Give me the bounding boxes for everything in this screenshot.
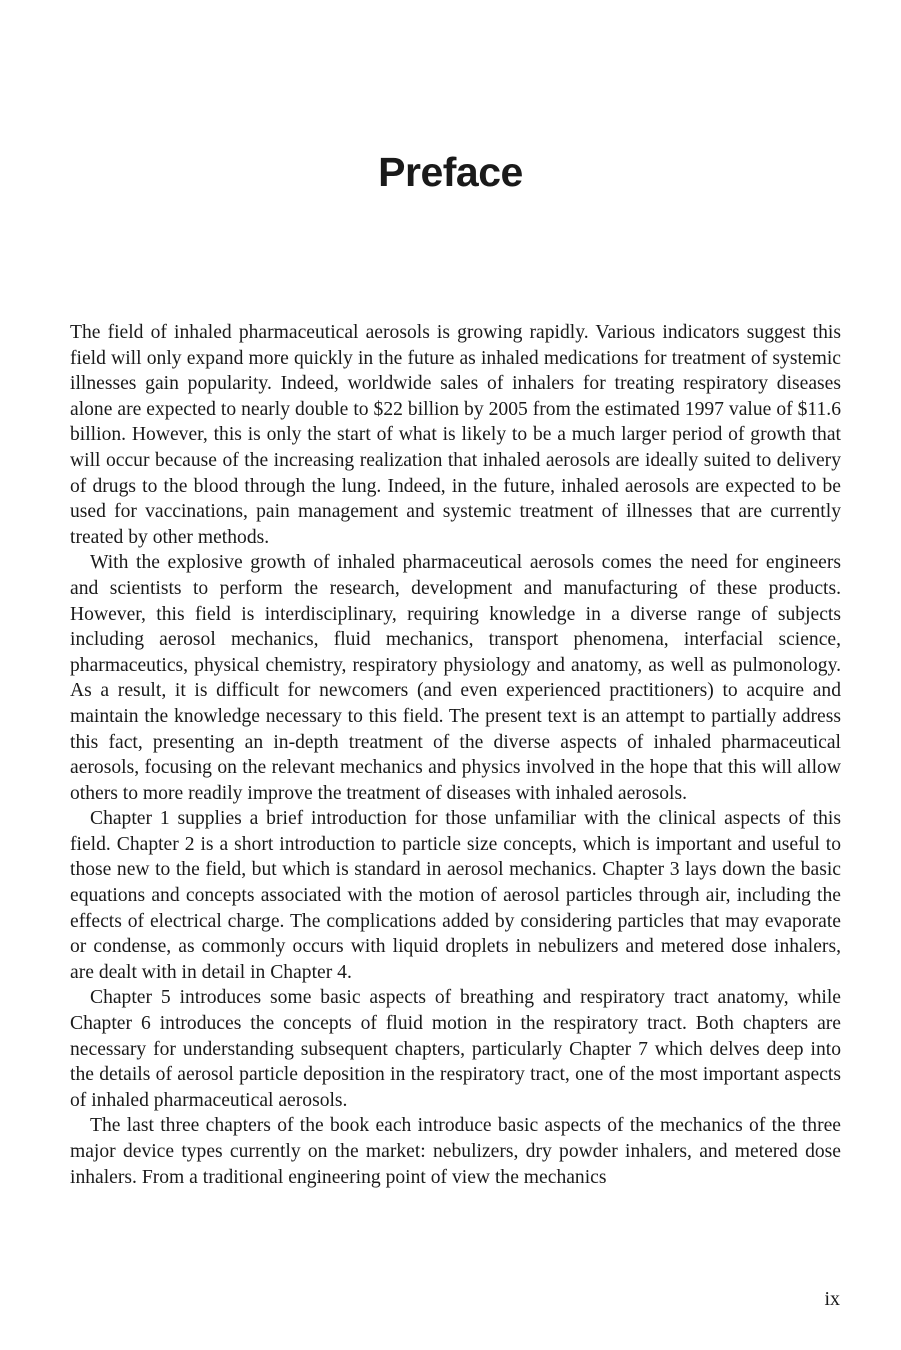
page-number: ix [824,1288,840,1310]
paragraph-intro: The field of inhaled pharmaceutical aerosols is growing rapidly. Various indicators suggest this field will only expand more quickly in the future as inhaled medications for treatment of systemic illnesses gain popularity. Indeed, worldwide sales of inhalers for treating respiratory diseases alone are expected to nearly double to $22 billion by 2005 from the estimated 1997 value of $11.6 billion. However, this is only the start of what is likely to be a much larger period of growth that will occur because of the increasing realization that inhaled aerosols are ideally suited to delivery of drugs to the blood through the lung. Indeed, in the future, inhaled aerosols are expected to be used for vaccinations, pain management and systemic treatment of illnesses that are currently treated by other methods. [70,322,841,548]
paragraph-devices: The last three chapters of the book each introduce basic aspects of the mechanics of the three major device types currently on the market: nebulizers, dry powder inhalers, and metered dose inhalers. From a traditional engineering point of view the mechanics [70,1115,841,1188]
page-title: Preface [378,149,523,195]
paragraph-chapters-1-4: Chapter 1 supplies a brief introduction for those unfamiliar with the clinical aspects of this field. Chapter 2 is a short introduction to particle size concepts, which is important and useful to those new to the field, but which is standard in aerosol mechanics. Chapter 3 lays down the basic equations and concepts associated with the motion of aerosol particles through air, including the effects of electrical charge. The complications added by considering particles that may evaporate or condense, as commonly occurs with liquid droplets in nebulizers and metered dose inhalers, are dealt with in detail in Chapter 4. [70,808,841,983]
paragraph-growth: With the explosive growth of inhaled pharmaceutical aerosols comes the need for engineers and scientists to perform the research, development and manufacturing of these products. However, this field is interdisciplinary, requiring knowledge in a diverse range of subjects including aerosol mechanics, fluid mechanics, transport phenomena, interfacial science, pharmaceutics, physical chemistry, respiratory physiology and anatomy, as well as pulmonology. As a result, it is difficult for newcomers (and even experienced practitioners) to acquire and maintain the knowledge necessary to this field. The present text is an attempt to partially address this fact, presenting an in-depth treatment of the diverse aspects of inhaled pharmaceutical aerosols, focusing on the relevant mechanics and physics involved in the hope that this will allow others to more readily improve the treatment of diseases with inhaled aerosols. [70,552,841,804]
preface-body [70,320,841,1190]
paragraph-chapters-5-7: Chapter 5 introduces some basic aspects of breathing and respiratory tract anatomy, while Chapter 6 introduces the concepts of fluid motion in the respiratory tract. Both chapters are necessary for understanding subsequent chapters, particularly Chapter 7 which delves deep into the details of aerosol particle deposition in the respiratory tract, one of the most important aspects of inhaled pharmaceutical aerosols. [70,987,841,1111]
